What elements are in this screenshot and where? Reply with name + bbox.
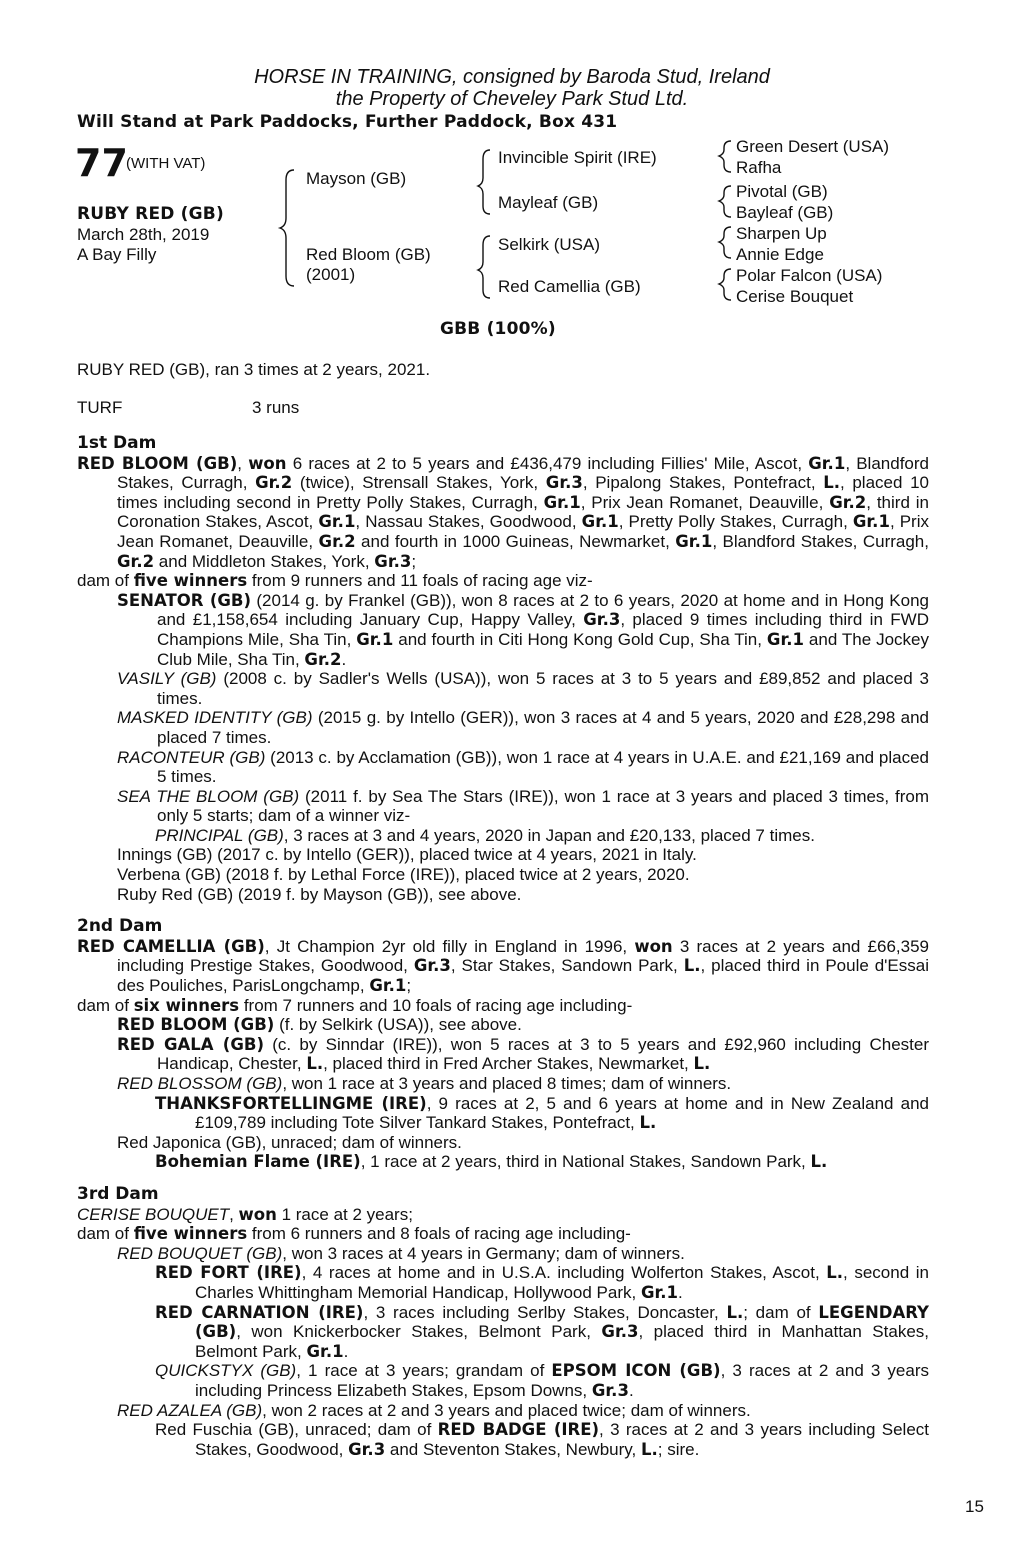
runs-count: 3 runs [252,398,300,417]
produce-innings: Innings (GB) (2017 c. by Intello (GER)), placed twice at 4 years, 2021 in Italy. [117,845,697,865]
produce-ruby-red: Ruby Red (GB) (2019 f. by Mayson (GB)), see above. [117,884,522,904]
horse-name: RUBY RED (GB) [77,204,224,224]
foaling-date: March 28th, 2019 [77,225,210,244]
first-dam-entry: RED BLOOM (GB), won 6 races at 2 to 5 years and £436,479 including Fillies' Mile, Ascot, Gr.1, Blandford Stakes, Curragh, Gr.2 (twice), Strensall Stakes, York, Gr.3, Pipalong Stakes, Pontefract, L., placed 10 times including second in Pretty Polly Stakes, Curragh, Gr.1, Prix Jean Romanet, Deauville, Gr.2, third in Coronation Stakes, Ascot, Gr.1, Nassau Stakes, Goodwood, Gr.1, Pretty Polly Stakes, Curragh, Gr.1, Prix Jean Romanet, Deauville, Gr.2 and fourth in 1000 Guineas, Newmarket, Gr.1, Blandford Stakes, Curragh, Gr.2 and Middleton Stakes, York, Gr.3; [77,453,929,571]
dam-dam-dam: Cerise Bouquet [736,287,854,306]
third-dam-entry: CERISE BOUQUET, won 1 race at 2 years; [77,1204,413,1224]
third-dam-produce-summary: dam of five winners from 6 runners and 8 foals of racing age including- [77,1224,631,1244]
horse-description: A Bay Filly [77,245,157,264]
produce-quickstyx: QUICKSTYX (GB), 1 race at 3 years; grandam of EPSOM ICON (GB), 3 races at 2 and 3 years including Princess Elizabeth Stakes, Epsom Downs, Gr.3. [155,1361,929,1400]
dam-sire-sire: Sharpen Up [736,224,827,243]
third-dam-heading: 3rd Dam [77,1183,159,1204]
produce-raconteur: RACONTEUR (GB) (2013 c. by Acclamation (GB)), won 1 race at 4 years in U.A.E. and £21,169 and placed 5 times. [117,747,930,787]
page-number: 15 [965,1497,984,1516]
produce-red-fort: RED FORT (IRE), 4 races at home and in U.S.A. including Wolferton Stakes, Ascot, L., second in Charles Whittingham Memorial Handicap, Hollywood Park, Gr.1. [155,1263,929,1302]
stand-location: Will Stand at Park Paddocks, Further Paddock, Box 431 [77,112,618,132]
header-line-2: the Property of Cheveley Park Stud Ltd. [335,88,689,110]
produce-senator: SENATOR (GB) (2014 g. by Frankel (GB)), won 8 races at 2 to 6 years, 2020 at home and in Hong Kong and £1,158,654 including January Cup, Happy Valley, Gr.3, placed 9 times including third in FWD Champions Mile, Sha Tin, Gr.1 and fourth in Citi Hong Kong Gold Cup, Sha Tin, Gr.1 and The Jockey Club Mile, Sha Tin, Gr.2. [117,590,930,669]
produce-red-bouquet: RED BOUQUET (GB), won 3 races at 4 years in Germany; dam of winners. [117,1243,685,1263]
produce-verbena: Verbena (GB) (2018 f. by Lethal Force (IRE)), placed twice at 2 years, 2020. [117,865,690,885]
second-dam-entry: RED CAMELLIA (GB), Jt Champion 2yr old filly in England in 1996, won 3 races at 2 years and £66,359 including Prestige Stakes, Goodwood, Gr.3, Star Stakes, Sandown Park, L., placed third in Poule d'Essai des Pouliches, ParisLongchamp, Gr.1; [77,936,929,996]
race-summary: RUBY RED (GB), ran 3 times at 2 years, 2021. [77,360,431,379]
sire: Mayson (GB) [306,169,407,188]
surface: TURF [77,398,123,417]
second-dam-heading: 2nd Dam [77,916,163,937]
produce-bohemian-flame: Bohemian Flame (IRE), 1 race at 2 years, third in National Stakes, Sandown Park, L. [155,1152,828,1172]
lot-number: 77 [75,141,128,185]
produce-principal: PRINCIPAL (GB), 3 races at 3 and 4 years, 2020 in Japan and £20,133, placed 7 times. [155,825,815,845]
dam-sire: Selkirk (USA) [498,235,601,254]
produce-thanksfortellingme: THANKSFORTELLINGME (IRE), 9 races at 2, 5 and 6 years at home and in New Zealand and £109,789 including Tote Silver Tankard Stakes, Pontefract, L. [155,1093,929,1133]
produce-red-bloom: RED BLOOM (GB) (f. by Selkirk (USA)), see above. [117,1015,522,1035]
produce-record [77,434,929,1459]
produce-vasily: VASILY (GB) (2008 c. by Sadler's Wells (USA)), won 5 races at 3 to 5 years and £89,852 and placed 3 times. [117,669,930,708]
breeding-code: GBB (100%) [440,319,556,339]
vat-note: (WITH VAT) [126,155,206,172]
first-dam-heading: 1st Dam [77,433,157,453]
sire-dam-sire: Pivotal (GB) [736,182,828,201]
dam-dam: Red Camellia (GB) [498,277,641,296]
produce-red-blossom: RED BLOSSOM (GB), won 1 race at 3 years and placed 8 times; dam of winners. [117,1074,732,1093]
produce-sea-the-bloom: SEA THE BLOOM (GB) (2011 f. by Sea The Stars (IRE)), won 1 race at 3 years and placed 3 times, from only 5 starts; dam of a winner viz- [117,786,929,826]
sire-sire-dam: Rafha [736,158,782,177]
second-dam-produce-summary: dam of six winners from 7 runners and 10 foals of racing age including- [77,995,633,1015]
sire-sire-sire: Green Desert (USA) [736,137,890,156]
dam-sire-dam: Annie Edge [736,245,824,264]
header-line-1: HORSE IN TRAINING, consigned by Baroda Stud, Ireland [254,66,770,88]
sire-sire: Invincible Spirit (IRE) [498,148,657,167]
dam-year: (2001) [306,265,356,284]
dam-dam-sire: Polar Falcon (USA) [736,266,883,285]
produce-red-gala: RED GALA (GB) (c. by Sinndar (IRE)), won 5 races at 3 to 5 years and £92,960 including Chester Handicap, Chester, L., placed third in Fred Archer Stakes, Newmarket, L. [117,1034,929,1074]
sire-dam-dam: Bayleaf (GB) [736,203,834,222]
first-dam-produce-summary: dam of five winners from 9 runners and 11 foals of racing age viz- [77,571,593,591]
sire-dam: Mayleaf (GB) [498,193,599,212]
produce-red-japonica: Red Japonica (GB), unraced; dam of winners. [117,1132,462,1152]
produce-red-azalea: RED AZALEA (GB), won 2 races at 2 and 3 years and placed twice; dam of winners. [117,1400,751,1420]
produce-masked-identity: MASKED IDENTITY (GB) (2015 g. by Intello (GER)), won 3 races at 4 and 5 years, 2020 and £28,298 and placed 7 times. [117,708,929,747]
produce-red-fuschia: Red Fuschia (GB), unraced; dam of RED BADGE (IRE), 3 races at 2 and 3 years including Select Stakes, Goodwood, Gr.3 and Steventon Stakes, Newbury, L.; sire. [155,1420,929,1459]
dam: Red Bloom (GB) [306,245,431,264]
produce-red-carnation: RED CARNATION (IRE), 3 races including Serlby Stakes, Doncaster, L.; dam of LEGENDARY (GB), won Knickerbocker Stakes, Belmont Park, Gr.3, placed third in Manhattan Stakes, Belmont Park, Gr.1. [155,1302,930,1361]
